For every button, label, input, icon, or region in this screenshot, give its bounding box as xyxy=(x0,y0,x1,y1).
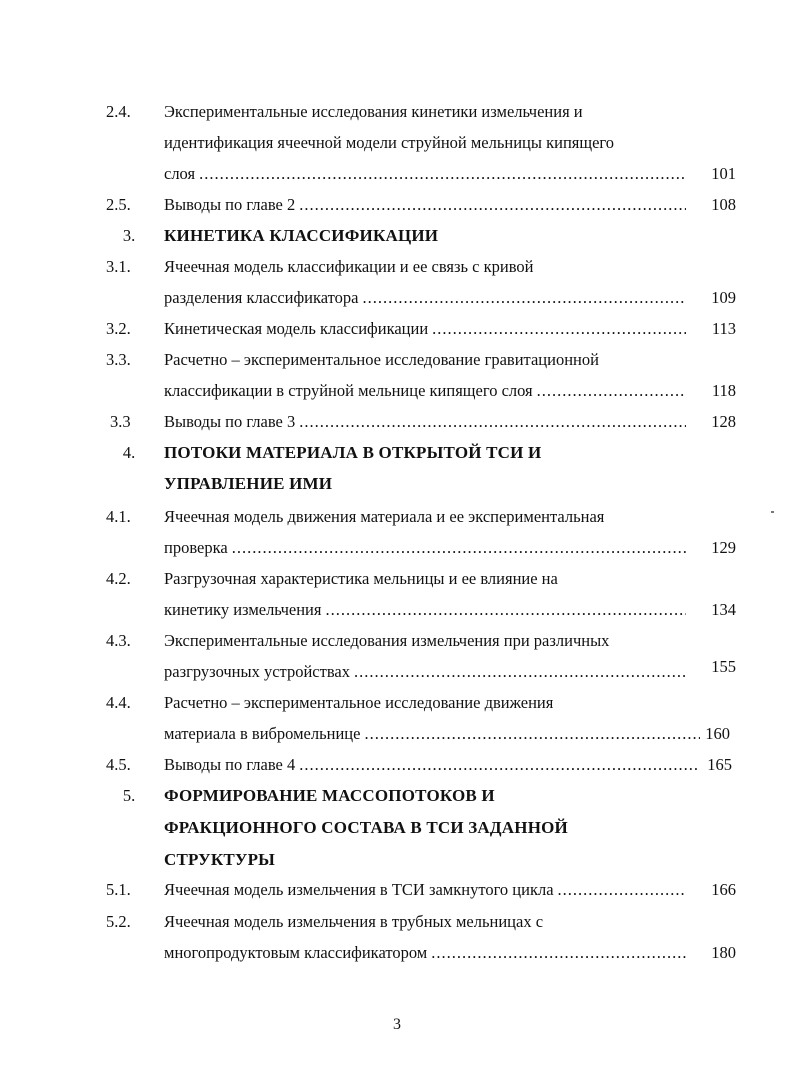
toc-entry-4-3 xyxy=(0,628,794,654)
toc-entry-4-1-cont xyxy=(0,535,794,561)
leader-line xyxy=(164,409,686,435)
toc-chapter-4-cont xyxy=(0,471,794,497)
toc-entry-4-1 xyxy=(0,504,794,530)
dot-leader xyxy=(299,409,686,435)
page-ref: 165 xyxy=(707,755,732,774)
chapter-number: 4. xyxy=(122,443,136,462)
leader-line xyxy=(164,940,686,966)
dot-leader xyxy=(325,597,686,623)
toc-chapter-5-cont2 xyxy=(0,847,794,873)
chapter-title: ПОТОКИ МАТЕРИАЛА В ОТКРЫТОЙ ТСИ И xyxy=(164,443,542,462)
section-number: 4.3. xyxy=(106,631,131,650)
section-number: 3.3 xyxy=(110,412,131,431)
page-ref: 180 xyxy=(711,943,736,962)
leader-line xyxy=(164,192,686,218)
toc-chapter-3 xyxy=(0,223,794,249)
chapter-title: КИНЕТИКА КЛАССИФИКАЦИИ xyxy=(164,226,439,245)
leader-line xyxy=(164,877,686,903)
section-number: 4.4. xyxy=(106,693,131,712)
section-title: Ячеечная модель измельчения в трубных мельницах с xyxy=(164,912,544,931)
section-number: 3.1. xyxy=(106,257,131,276)
dot-leader xyxy=(299,192,686,218)
section-title-cont: разгрузочных устройствах xyxy=(164,662,350,681)
section-number: 5.1. xyxy=(106,880,131,899)
page-ref: 128 xyxy=(711,412,736,431)
dot-leader xyxy=(363,285,687,311)
toc-chapter-5-cont xyxy=(0,815,794,841)
section-number: 5.2. xyxy=(106,912,131,931)
toc-entry-3-1 xyxy=(0,254,794,280)
leader-line xyxy=(164,721,700,747)
toc-entry-4-4-cont xyxy=(0,721,794,747)
toc-entry-3-1-cont xyxy=(0,285,794,311)
dot-leader xyxy=(432,316,686,342)
toc-entry-5-2 xyxy=(0,909,794,935)
section-number: 4.2. xyxy=(106,569,131,588)
toc-entry-4-2 xyxy=(0,566,794,592)
section-title: Расчетно – экспериментальное исследование гравитационной xyxy=(164,350,599,369)
section-title: Ячеечная модель классификации и ее связь с кривой xyxy=(164,257,534,276)
toc-entry-4-2-cont xyxy=(0,597,794,623)
dot-leader xyxy=(431,940,686,966)
section-title: Экспериментальные исследования измельчения при различных xyxy=(164,631,610,650)
section-title-cont: многопродуктовым классификатором xyxy=(164,943,428,962)
chapter-title-cont: УПРАВЛЕНИЕ ИМИ xyxy=(164,474,333,493)
dot-leader xyxy=(558,877,686,903)
chapter-number: 3. xyxy=(122,226,136,245)
page-ref: 155 xyxy=(711,657,736,676)
toc-entry-3-2 xyxy=(0,316,794,342)
toc-entry-4-4 xyxy=(0,690,794,716)
toc-entry-4-5 xyxy=(0,752,794,778)
page-ref: 108 xyxy=(711,195,736,214)
toc-entry-5-1 xyxy=(0,877,794,903)
dot-leader xyxy=(354,659,686,685)
toc-chapter-4 xyxy=(0,440,794,466)
page-number: 3 xyxy=(393,1016,401,1033)
leader-line xyxy=(164,597,686,623)
toc-entry-2-4-cont2 xyxy=(0,161,794,187)
toc-entry-5-2-cont xyxy=(0,940,794,966)
dot-leader xyxy=(232,535,686,561)
section-title: Разгрузочная характеристика мельницы и ее влияние на xyxy=(164,569,558,588)
leader-line xyxy=(164,316,686,342)
page-ref: 166 xyxy=(711,880,736,899)
chapter-title-cont: СТРУКТУРЫ xyxy=(164,850,276,869)
page-ref: 101 xyxy=(711,164,736,183)
section-title-cont: материала в вибромельнице xyxy=(164,724,361,743)
dot-leader xyxy=(537,378,686,404)
toc-entry-3-3-cont xyxy=(0,378,794,404)
chapter-number: 5. xyxy=(122,786,136,805)
section-title-cont: проверка xyxy=(164,538,228,557)
section-title: Расчетно – экспериментальное исследование движения xyxy=(164,693,554,712)
leader-line xyxy=(164,752,700,778)
toc-chapter-5 xyxy=(0,783,794,809)
section-number: 3.3. xyxy=(106,350,131,369)
section-number: 4.5. xyxy=(106,755,131,774)
section-title-cont: идентификация ячеечной модели струйной мельницы кипящего xyxy=(164,133,614,152)
section-number: 2.4. xyxy=(106,102,131,121)
toc-entry-3-conclusions xyxy=(0,409,794,435)
page-ref: 160 xyxy=(705,724,730,743)
toc-entry-2-4 xyxy=(0,99,794,125)
dot-leader xyxy=(199,161,686,187)
toc-entry-3-3 xyxy=(0,347,794,373)
section-title: Кинетическая модель классификации xyxy=(164,319,429,338)
page-ref: 109 xyxy=(711,288,736,307)
dot-leader xyxy=(299,752,700,778)
section-title-cont: классификации в струйной мельнице кипящего слоя xyxy=(164,381,533,400)
leader-line xyxy=(164,161,686,187)
section-title: Выводы по главе 2 xyxy=(164,195,296,214)
section-title-cont: кинетику измельчения xyxy=(164,600,322,619)
section-title: Выводы по главе 4 xyxy=(164,755,296,774)
leader-line xyxy=(164,378,686,404)
section-title: Экспериментальные исследования кинетики измельчения и xyxy=(164,102,583,121)
section-title: Ячеечная модель движения материала и ее экспериментальная xyxy=(164,507,605,526)
page-ref: 134 xyxy=(711,600,736,619)
section-title-cont: слоя xyxy=(164,164,196,183)
section-title-cont: разделения классификатора xyxy=(164,288,359,307)
scan-speck xyxy=(771,511,774,513)
section-title: Выводы по главе 3 xyxy=(164,412,296,431)
leader-line xyxy=(164,535,686,561)
section-title: Ячеечная модель измельчения в ТСИ замкнутого цикла xyxy=(164,880,554,899)
chapter-title: ФОРМИРОВАНИЕ МАССОПОТОКОВ И xyxy=(164,786,495,805)
toc-entry-2-4-cont xyxy=(0,130,794,156)
dot-leader xyxy=(364,721,700,747)
leader-line xyxy=(164,659,686,685)
leader-line xyxy=(164,285,686,311)
page-ref: 118 xyxy=(711,381,736,400)
chapter-title-cont: ФРАКЦИОННОГО СОСТАВА В ТСИ ЗАДАННОЙ xyxy=(164,818,568,837)
section-number: 3.2. xyxy=(106,319,131,338)
section-number: 4.1. xyxy=(106,507,131,526)
toc-entry-2-5 xyxy=(0,192,794,218)
page-ref: 113 xyxy=(711,319,736,338)
section-number: 2.5. xyxy=(106,195,131,214)
toc-entry-4-3-cont xyxy=(0,659,794,685)
page-ref: 129 xyxy=(711,538,736,557)
